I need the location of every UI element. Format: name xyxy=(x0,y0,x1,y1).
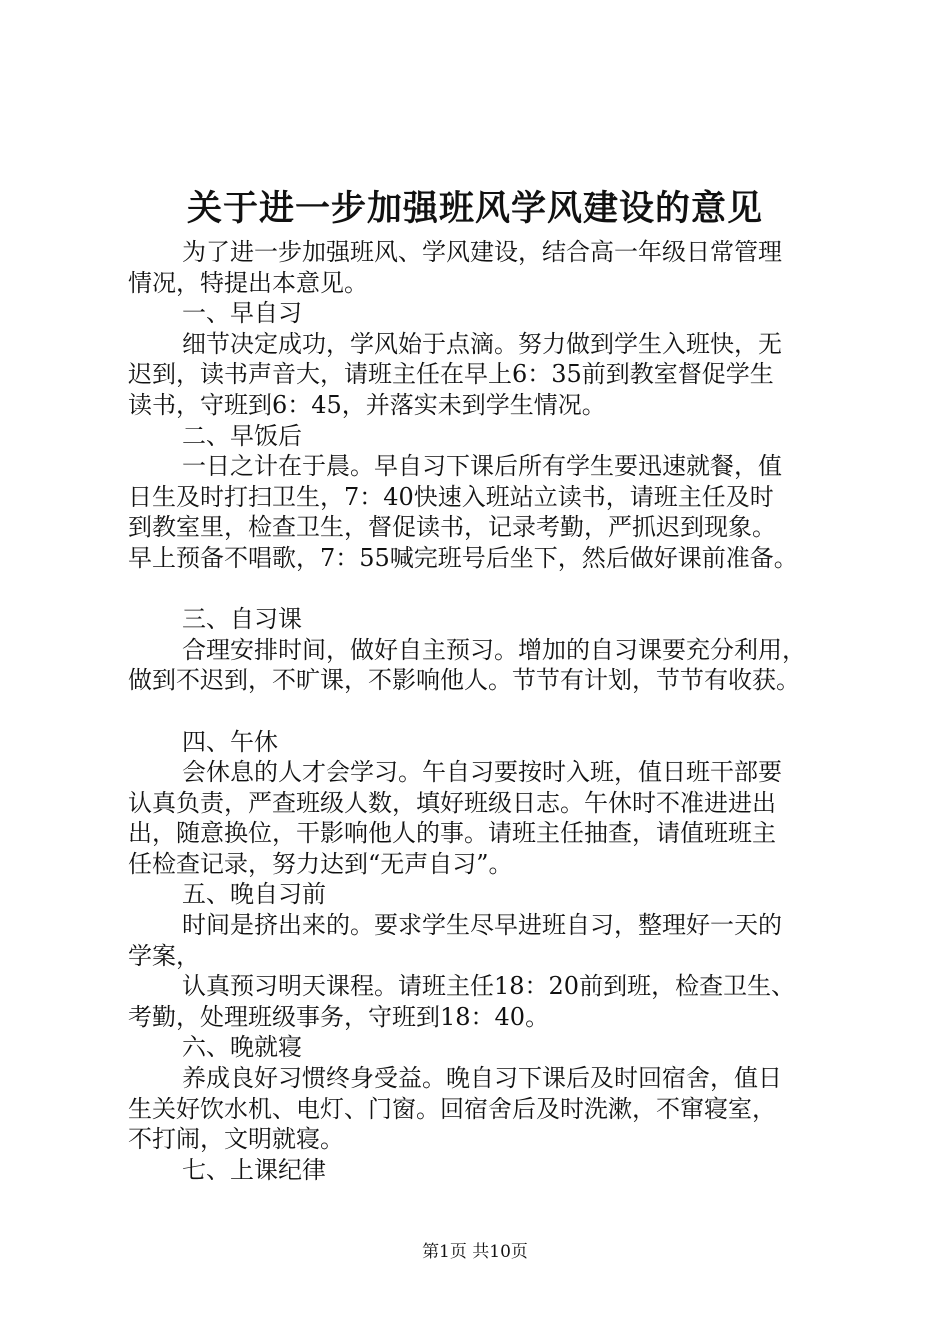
paragraph-line: 读书，守班到6：45，并落实未到学生情况。 xyxy=(128,390,606,419)
paragraph-line: 一日之计在于晨。早自习下课后所有学生要迅速就餐，值 xyxy=(182,452,782,481)
paragraph-line: 任检查记录，努力达到“无声自习”。 xyxy=(128,849,513,878)
paragraph-line: 细节决定成功，学风始于点滴。努力做到学生入班快，无 xyxy=(182,329,782,358)
document-title: 关于进一步加强班风学风建设的意见 xyxy=(186,188,763,229)
paragraph-line: 养成良好习惯终身受益。晚自习下课后及时回宿舍，值日 xyxy=(182,1064,782,1093)
paragraph-line: 到教室里，检查卫生，督促读书，记录考勤，严抓迟到现象。 xyxy=(128,513,776,542)
page-footer: 第1页 共10页 xyxy=(422,1242,528,1262)
section-heading: 六、晚就寝 xyxy=(182,1033,302,1062)
section-heading: 二、早饭后 xyxy=(182,421,302,450)
paragraph-line: 出，随意换位，干影响他人的事。请班主任抽查，请值班班主 xyxy=(128,819,776,848)
paragraph-line: 情况，特提出本意见。 xyxy=(128,268,368,297)
paragraph-line: 认真负责，严查班级人数，填好班级日志。午休时不准进进出 xyxy=(128,788,776,817)
paragraph-line: 生关好饮水机、电灯、门窗。回宿舍后及时洗漱，不窜寝室， xyxy=(128,1094,776,1123)
blank-line xyxy=(128,696,856,727)
paragraph-line: 学案， xyxy=(128,941,200,970)
paragraph-line: 考勤，处理班级事务，守班到18：40。 xyxy=(128,1002,550,1031)
blank-line xyxy=(128,574,856,605)
paragraph-line: 会休息的人才会学习。午自习要按时入班，值日班干部要 xyxy=(182,758,782,787)
paragraph-line: 迟到，读书声音大，请班主任在早上6：35前到教室督促学生 xyxy=(128,360,774,389)
paragraph-line: 早上预备不唱歌，7：55喊完班号后坐下，然后做好课前准备。 xyxy=(128,543,798,572)
section-heading: 四、午休 xyxy=(182,727,278,756)
section-heading: 七、上课纪律 xyxy=(182,1155,326,1184)
paragraph-line: 合理安排时间，做好自主预习。增加的自习课要充分利用， xyxy=(182,635,806,664)
paragraph-line: 时间是挤出来的。要求学生尽早进班自习，整理好一天的 xyxy=(182,911,782,940)
section-heading: 一、早自习 xyxy=(182,299,302,328)
paragraph-line: 为了进一步加强班风、学风建设，结合高一年级日常管理 xyxy=(182,238,782,266)
paragraph-line: 不打闹，文明就寝。 xyxy=(128,1125,344,1154)
document-body xyxy=(128,237,856,1185)
section-heading: 五、晚自习前 xyxy=(182,880,326,909)
paragraph-line: 认真预习明天课程。请班主任18：20前到班，检查卫生、 xyxy=(182,972,796,1001)
paragraph-line: 做到不迟到，不旷课，不影响他人。节节有计划，节节有收获。 xyxy=(128,666,800,695)
paragraph-line: 日生及时打扫卫生，7：40快速入班站立读书，请班主任及时 xyxy=(128,482,774,511)
section-heading: 三、自习课 xyxy=(182,605,302,634)
